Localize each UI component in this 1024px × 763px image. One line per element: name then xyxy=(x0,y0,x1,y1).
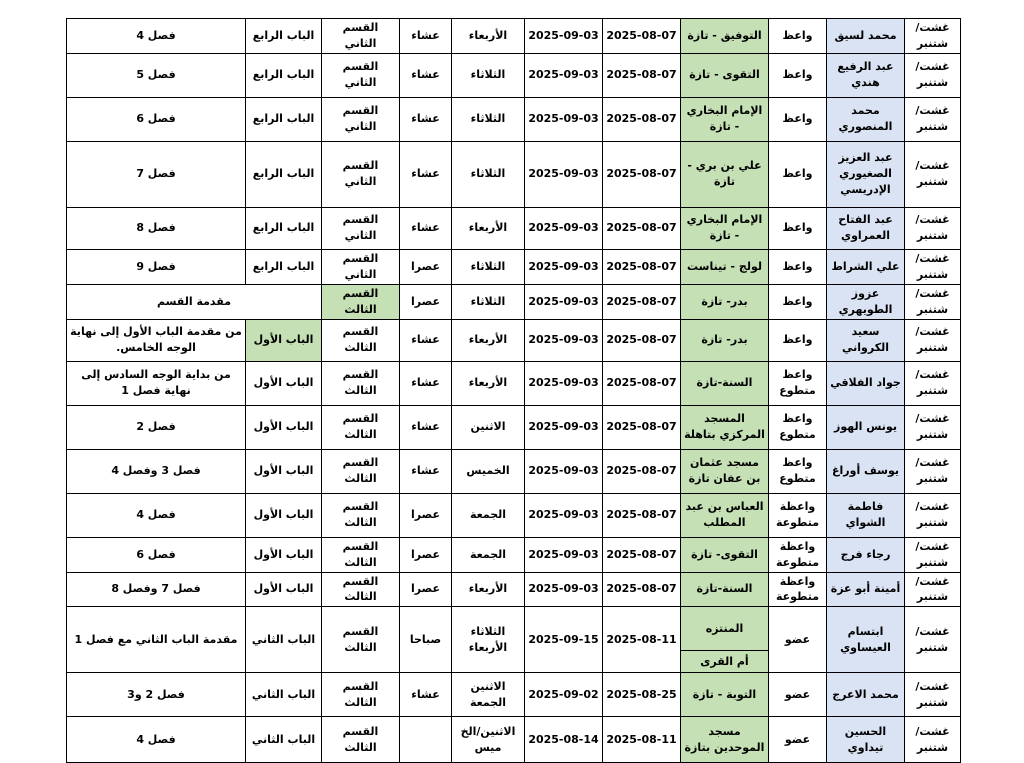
table-row xyxy=(67,141,961,207)
role-cell: واعظ xyxy=(769,207,827,249)
part-cell: الباب الثاني xyxy=(246,607,322,673)
place-cell: مسجد عثمان بن عفان تازة xyxy=(681,449,769,493)
role-cell: واعظ xyxy=(769,19,827,54)
table-row xyxy=(67,493,961,537)
role-cell: عضو xyxy=(769,717,827,763)
day-cell: الثلاثاء xyxy=(452,249,525,284)
role-cell: عضو xyxy=(769,607,827,673)
time-cell: صباحا xyxy=(400,607,452,673)
time-cell: عصرا xyxy=(400,537,452,572)
time-cell: عشاء xyxy=(400,207,452,249)
lesson-cell: فصل 4 xyxy=(67,19,246,54)
lesson-cell: فصل 9 xyxy=(67,249,246,284)
section-cell: القسم الثالث xyxy=(322,405,400,449)
section-cell: القسم الثالث xyxy=(322,537,400,572)
place-cell: السنة-تازة xyxy=(681,361,769,405)
place-cell: لولج - تيناست xyxy=(681,249,769,284)
lesson-cell: فصل 4 xyxy=(67,493,246,537)
day-cell: الاثنين xyxy=(452,405,525,449)
end-date-cell: 2025-09-03 xyxy=(525,537,603,572)
role-cell: واعظ متطوع xyxy=(769,449,827,493)
time-cell: عشاء xyxy=(400,361,452,405)
place-cell: السنة-تازة xyxy=(681,572,769,607)
end-date-cell: 2025-09-03 xyxy=(525,207,603,249)
day-cell: الثلاثاء xyxy=(452,141,525,207)
lesson-cell: فصل 3 وفصل 4 xyxy=(67,449,246,493)
name-cell: محمد الاعرج xyxy=(827,673,905,717)
section-cell: القسم الثاني xyxy=(322,19,400,54)
lesson-cell: فصل 4 xyxy=(67,717,246,763)
time-cell: عشاء xyxy=(400,53,452,97)
role-cell: واعظ متطوع xyxy=(769,361,827,405)
role-cell: واعظة متطوعة xyxy=(769,537,827,572)
role-cell: واعظ xyxy=(769,284,827,319)
end-date-cell: 2025-09-03 xyxy=(525,361,603,405)
period-cell: غشت/شتنبر xyxy=(905,19,961,54)
section-cell: القسم الثاني xyxy=(322,249,400,284)
table-row xyxy=(67,19,961,54)
role-cell: واعظ xyxy=(769,141,827,207)
lesson-cell: فصل 6 xyxy=(67,97,246,141)
lesson-cell: مقدمة القسم xyxy=(67,284,322,319)
lesson-cell: فصل 7 xyxy=(67,141,246,207)
part-cell: الباب الثاني xyxy=(246,673,322,717)
part-cell: الباب الأول xyxy=(246,537,322,572)
part-cell: الباب الأول xyxy=(246,319,322,361)
period-cell: غشت/شتنبر xyxy=(905,572,961,607)
section-cell: القسم الثاني xyxy=(322,53,400,97)
name-cell: رجاء فرج xyxy=(827,537,905,572)
period-cell: غشت/شتنبر xyxy=(905,449,961,493)
place-cell: علي بن بري - تازة xyxy=(681,141,769,207)
end-date-cell: 2025-09-03 xyxy=(525,572,603,607)
start-date-cell: 2025-08-07 xyxy=(603,284,681,319)
name-cell: يوسف أوراغ xyxy=(827,449,905,493)
period-cell: غشت/شتنبر xyxy=(905,319,961,361)
place-cell: بدر- تازة xyxy=(681,284,769,319)
time-cell: عشاء xyxy=(400,97,452,141)
table-row xyxy=(67,607,961,651)
part-cell: الباب الأول xyxy=(246,405,322,449)
place-cell: المنتزه xyxy=(681,607,769,651)
period-cell: غشت/شتنبر xyxy=(905,405,961,449)
end-date-cell: 2025-09-03 xyxy=(525,19,603,54)
time-cell: عشاء xyxy=(400,141,452,207)
part-cell: الباب الرابع xyxy=(246,19,322,54)
day-cell: الاثنين/الخ ميس xyxy=(452,717,525,763)
start-date-cell: 2025-08-07 xyxy=(603,97,681,141)
place-cell: التوبة - تازة xyxy=(681,673,769,717)
day-cell: الأربعاء xyxy=(452,361,525,405)
section-cell: القسم الثالث xyxy=(322,673,400,717)
period-cell: غشت/شتنبر xyxy=(905,284,961,319)
part-cell: الباب الثاني xyxy=(246,717,322,763)
time-cell: عصرا xyxy=(400,249,452,284)
day-cell: الجمعة xyxy=(452,493,525,537)
role-cell: واعظة متطوعة xyxy=(769,493,827,537)
part-cell: الباب الرابع xyxy=(246,141,322,207)
start-date-cell: 2025-08-07 xyxy=(603,405,681,449)
day-cell: الأربعاء xyxy=(452,319,525,361)
place-cell-secondary: أم القرى xyxy=(681,651,769,673)
role-cell: واعظ xyxy=(769,53,827,97)
lesson-cell: فصل 2 xyxy=(67,405,246,449)
start-date-cell: 2025-08-07 xyxy=(603,361,681,405)
place-cell: الإمام البخاري - تازة xyxy=(681,97,769,141)
day-cell: الاثنين الجمعة xyxy=(452,673,525,717)
table-row xyxy=(67,207,961,249)
place-cell: الإمام البخاري - تازة xyxy=(681,207,769,249)
name-cell: عبد العزيز الصغيوري الإدريسي xyxy=(827,141,905,207)
period-cell: غشت/شتنبر xyxy=(905,537,961,572)
part-cell: الباب الرابع xyxy=(246,249,322,284)
place-cell: المسجد المركزي بتاهلة xyxy=(681,405,769,449)
day-cell: الخميس xyxy=(452,449,525,493)
part-cell: الباب الأول xyxy=(246,572,322,607)
table-row xyxy=(67,284,961,319)
time-cell: عصرا xyxy=(400,284,452,319)
schedule-table xyxy=(66,18,961,763)
section-cell: القسم الثاني xyxy=(322,207,400,249)
section-cell: القسم الثالث xyxy=(322,717,400,763)
start-date-cell: 2025-08-11 xyxy=(603,607,681,673)
lesson-cell: فصل 6 xyxy=(67,537,246,572)
start-date-cell: 2025-08-07 xyxy=(603,207,681,249)
place-cell: بدر- تازة xyxy=(681,319,769,361)
role-cell: عضو xyxy=(769,673,827,717)
role-cell: واعظ متطوع xyxy=(769,405,827,449)
section-cell: القسم الثالث xyxy=(322,284,400,319)
start-date-cell: 2025-08-07 xyxy=(603,249,681,284)
period-cell: غشت/شتنبر xyxy=(905,493,961,537)
day-cell: الثلاثاء xyxy=(452,97,525,141)
end-date-cell: 2025-09-03 xyxy=(525,319,603,361)
day-cell: الثلاثاء xyxy=(452,53,525,97)
section-cell: القسم الثاني xyxy=(322,97,400,141)
name-cell: ابتسام العيساوي xyxy=(827,607,905,673)
table-row xyxy=(67,449,961,493)
lesson-cell: فصل 2 و3 xyxy=(67,673,246,717)
section-cell: القسم الثالث xyxy=(322,449,400,493)
end-date-cell: 2025-09-03 xyxy=(525,97,603,141)
lesson-cell: من مقدمة الباب الأول إلى نهاية الوجه الخامس. xyxy=(67,319,246,361)
period-cell: غشت/شتنبر xyxy=(905,249,961,284)
period-cell: غشت/شتنبر xyxy=(905,53,961,97)
name-cell: عبد الفتاح العمراوي xyxy=(827,207,905,249)
name-cell: الحسين تيداوي xyxy=(827,717,905,763)
name-cell: جواد الفلاقي xyxy=(827,361,905,405)
end-date-cell: 2025-09-03 xyxy=(525,249,603,284)
end-date-cell: 2025-09-03 xyxy=(525,449,603,493)
end-date-cell: 2025-09-02 xyxy=(525,673,603,717)
day-cell: الجمعة xyxy=(452,537,525,572)
name-cell: محمد المنصوري xyxy=(827,97,905,141)
day-cell: الأربعاء xyxy=(452,207,525,249)
start-date-cell: 2025-08-25 xyxy=(603,673,681,717)
period-cell: غشت/شتنبر xyxy=(905,207,961,249)
end-date-cell: 2025-09-03 xyxy=(525,493,603,537)
period-cell: غشت/شتنبر xyxy=(905,141,961,207)
lesson-cell: فصل 5 xyxy=(67,53,246,97)
end-date-cell: 2025-09-15 xyxy=(525,607,603,673)
section-cell: القسم الثالث xyxy=(322,361,400,405)
start-date-cell: 2025-08-07 xyxy=(603,141,681,207)
table-row xyxy=(67,319,961,361)
time-cell: عشاء xyxy=(400,673,452,717)
section-cell: القسم الثاني xyxy=(322,141,400,207)
time-cell: عصرا xyxy=(400,572,452,607)
start-date-cell: 2025-08-11 xyxy=(603,717,681,763)
section-cell: القسم الثالث xyxy=(322,607,400,673)
period-cell: غشت/شتنبر xyxy=(905,673,961,717)
table-row xyxy=(67,405,961,449)
part-cell: الباب الرابع xyxy=(246,97,322,141)
start-date-cell: 2025-08-07 xyxy=(603,449,681,493)
start-date-cell: 2025-08-07 xyxy=(603,19,681,54)
name-cell: محمد لسيق xyxy=(827,19,905,54)
end-date-cell: 2025-09-03 xyxy=(525,141,603,207)
section-cell: القسم الثالث xyxy=(322,572,400,607)
day-cell: الثلاثاء الأربعاء xyxy=(452,607,525,673)
name-cell: علي الشراط xyxy=(827,249,905,284)
role-cell: واعظ xyxy=(769,97,827,141)
table-row xyxy=(67,361,961,405)
table-row xyxy=(67,572,961,607)
day-cell: الأربعاء xyxy=(452,19,525,54)
time-cell: عشاء xyxy=(400,319,452,361)
name-cell: عبد الرفيع هندي xyxy=(827,53,905,97)
name-cell: سعيد الكرواني xyxy=(827,319,905,361)
end-date-cell: 2025-08-14 xyxy=(525,717,603,763)
role-cell: واعظ xyxy=(769,249,827,284)
table-row xyxy=(67,537,961,572)
lesson-cell: من بداية الوجه السادس إلى نهاية فصل 1 xyxy=(67,361,246,405)
period-cell: غشت/شتنبر xyxy=(905,97,961,141)
part-cell: الباب الرابع xyxy=(246,53,322,97)
lesson-cell: فصل 7 وفصل 8 xyxy=(67,572,246,607)
section-cell: القسم الثالث xyxy=(322,319,400,361)
part-cell: الباب الرابع xyxy=(246,207,322,249)
time-cell: عصرا xyxy=(400,493,452,537)
start-date-cell: 2025-08-07 xyxy=(603,572,681,607)
period-cell: غشت/شتنبر xyxy=(905,717,961,763)
start-date-cell: 2025-08-07 xyxy=(603,319,681,361)
place-cell: العباس بن عبد المطلب xyxy=(681,493,769,537)
table-row xyxy=(67,53,961,97)
lesson-cell: مقدمة الباب الثاني مع فصل 1 xyxy=(67,607,246,673)
place-cell: التقوى - تازة xyxy=(681,53,769,97)
name-cell: فاطمة الشواي xyxy=(827,493,905,537)
table-row xyxy=(67,97,961,141)
time-cell: عشاء xyxy=(400,405,452,449)
name-cell: أمينة أبو عزة xyxy=(827,572,905,607)
end-date-cell: 2025-09-03 xyxy=(525,53,603,97)
name-cell: عزوز الطويهري xyxy=(827,284,905,319)
end-date-cell: 2025-09-03 xyxy=(525,284,603,319)
role-cell: واعظ xyxy=(769,319,827,361)
table-row xyxy=(67,673,961,717)
end-date-cell: 2025-09-03 xyxy=(525,405,603,449)
time-cell: عشاء xyxy=(400,19,452,54)
part-cell: الباب الأول xyxy=(246,361,322,405)
part-cell: الباب الأول xyxy=(246,449,322,493)
place-cell: مسجد الموحدين بتازة xyxy=(681,717,769,763)
part-cell: الباب الأول xyxy=(246,493,322,537)
place-cell: التوفيق - تازة xyxy=(681,19,769,54)
lesson-cell: فصل 8 xyxy=(67,207,246,249)
period-cell: غشت/شتنبر xyxy=(905,607,961,673)
start-date-cell: 2025-08-07 xyxy=(603,537,681,572)
period-cell: غشت/شتنبر xyxy=(905,361,961,405)
table-row xyxy=(67,249,961,284)
day-cell: الثلاثاء xyxy=(452,284,525,319)
start-date-cell: 2025-08-07 xyxy=(603,493,681,537)
role-cell: واعظة متطوعة xyxy=(769,572,827,607)
section-cell: القسم الثالث xyxy=(322,493,400,537)
place-cell: التقوى- تازة xyxy=(681,537,769,572)
name-cell: يونس الهوز xyxy=(827,405,905,449)
day-cell: الأربعاء xyxy=(452,572,525,607)
start-date-cell: 2025-08-07 xyxy=(603,53,681,97)
time-cell: عشاء xyxy=(400,449,452,493)
